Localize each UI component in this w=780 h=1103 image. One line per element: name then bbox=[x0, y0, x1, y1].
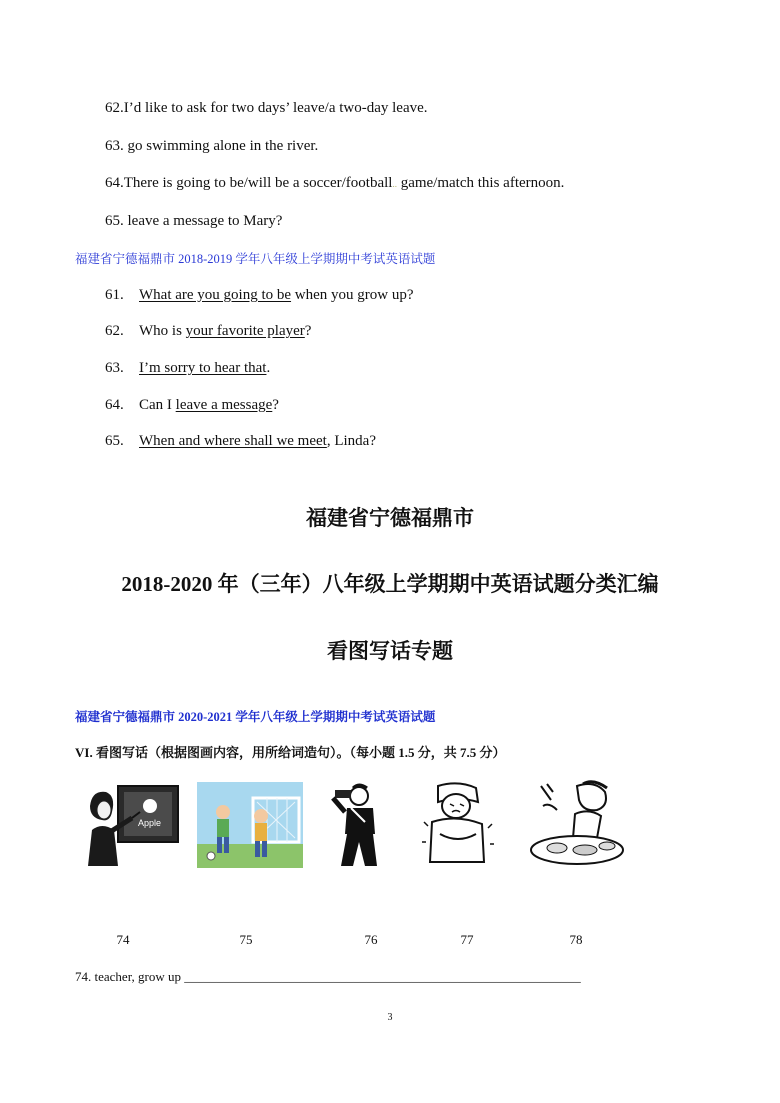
page-number: 3 bbox=[387, 1012, 393, 1023]
boys-at-soccer-goal-icon bbox=[197, 782, 303, 868]
picture-74 bbox=[80, 782, 180, 868]
section-heading-2018: 福建省宁德福鼎市 2018-2019 学年八年级上学期期中考试英语试题 bbox=[75, 252, 436, 266]
list-item: 63. I’m sorry to hear that. bbox=[105, 360, 271, 376]
board-text: Apple bbox=[138, 818, 162, 828]
answer-62: 62.I’d like to ask for two days’ leave/a two-day leave. bbox=[105, 100, 428, 116]
section-heading-2020: 福建省宁德福鼎市 2020-2021 学年八年级上学期期中考试英语试题 bbox=[75, 710, 436, 724]
picture-label-74: 74 bbox=[116, 932, 130, 947]
picture-76 bbox=[325, 782, 395, 868]
topic-title: 看图写话专题 bbox=[327, 639, 453, 663]
list-item: 64. Can I leave a message? bbox=[105, 397, 279, 413]
page-subtitle: 2018-2020 年（三年）八年级上学期期中英语试题分类汇编 bbox=[121, 572, 659, 596]
girl-eating-food-icon bbox=[527, 780, 625, 868]
answer-64: 64.There is going to be/will be a soccer/football.. game/match this afternoon. bbox=[105, 175, 565, 191]
picture-label-75: 75 bbox=[239, 932, 253, 947]
sick-boy-stomachache-icon bbox=[418, 782, 498, 868]
list-item: 65. When and where shall we meet, Linda? bbox=[105, 433, 376, 449]
man-drinking-icon bbox=[325, 782, 395, 868]
answer-blank[interactable]: _____________________________________________________________ bbox=[184, 969, 581, 984]
picture-77 bbox=[418, 782, 498, 868]
answer-65: 65. leave a message to Mary? bbox=[105, 213, 283, 229]
picture-78 bbox=[527, 780, 625, 868]
page-title: 福建省宁德福鼎市 bbox=[306, 506, 474, 530]
question-74: 74. teacher, grow up _____________________________________________________________ bbox=[75, 969, 581, 984]
teacher-pointing-board-icon bbox=[80, 782, 180, 868]
list-item: 62. Who is your favorite player? bbox=[105, 323, 312, 339]
picture-label-78: 78 bbox=[569, 932, 583, 947]
list-item: 61. What are you going to be when you grow up? bbox=[105, 287, 414, 303]
picture-label-77: 77 bbox=[460, 932, 474, 947]
picture-label-76: 76 bbox=[364, 932, 378, 947]
picture-75 bbox=[197, 782, 303, 868]
instruction: VI. 看图写话（根据图画内容，用所给词造句）。（每小题 1.5 分，共 7.5 分） bbox=[75, 745, 506, 760]
answer-63: 63. go swimming alone in the river. bbox=[105, 138, 319, 154]
